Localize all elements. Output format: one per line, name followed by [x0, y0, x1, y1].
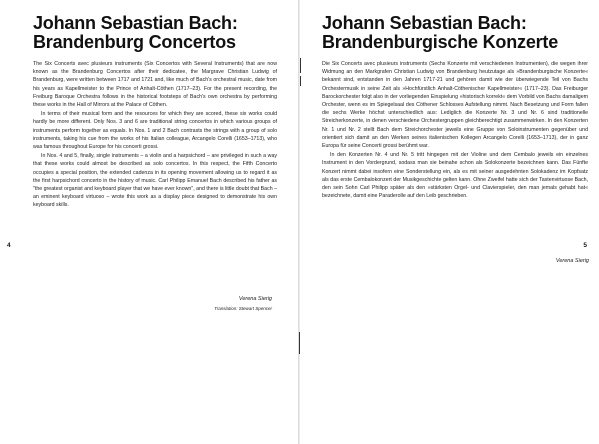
title-line-1: Johann Sebastian Bach:	[33, 13, 238, 33]
paragraph: In den Konzerten Nr. 4 und Nr. 5 tritt hingegen mit der Violine und dem Cembalo jeweils ein einzelnes Instrument in den Vordergrund, sodass man sie beinahe schon als Solokonzerte bezeichnen kann. Das Fünfte Konzert nimmt dabei insofern eine Sonderstellung ein, als es mit seiner ausgedehnten Solokadenz im Kopfsatz als das erste Cembalokonzert der Musikgeschichte gelten kann. Ohne Zweifel hatte sich der Tastenvirtuose Bach, den sein Sohn Carl Philipp später als den »stärksten Orgel- und Clavierspieler, den man jemals gehabt hat« bezeichnete, damit eine Paraderolle auf den Leib geschrieben.	[322, 152, 588, 200]
translator-credit: Translation: Stewart Spencer	[214, 306, 272, 311]
title-line-1: Johann Sebastian Bach:	[322, 13, 527, 33]
left-page	[0, 0, 299, 444]
english-body-text	[33, 60, 277, 211]
title-line-2: Brandenburgische Konzerte	[322, 32, 559, 52]
paragraph: In terms of their musical form and the resources for which they are scored, these six works could hardly be more different. Only Nos. 3 and 6 are traditional string concertos in which various groups of instruments perform together as equals. In Nos. 1 and 2 Bach contrasts the strings with a group of solo instruments, taking his cue from the works of his Italian colleague, Arcangelo Corelli (1653–1713), who was famous throughout Europe for his concerti grossi.	[33, 111, 277, 151]
page-number: 5	[583, 242, 587, 249]
page-title-german	[322, 14, 592, 52]
author-signature: Verena Sierig	[555, 258, 589, 264]
right-page	[300, 0, 599, 444]
german-body-text	[322, 60, 588, 201]
title-line-2: Brandenburg Concertos	[33, 32, 236, 52]
paragraph: The Six Concerts avec plusieurs instruments (Six Concertos with Several Instruments) that are now known as the Brandenburg Concertos after their dedicatee, the Margrave Christian Ludwig of Brandenburg, were written between 1717 and 1721 and, like much of Bach's orchestral music, date from his years as Kapellmeister to the Prince of Anhalt-Cöthen (1717–23). For the present recording, the Freiburg Baroque Orchestra follows in the historical footsteps of Bach's own orchestra by performing these works in the Hall of Mirrors at the Palace of Cöthen.	[33, 61, 277, 109]
paragraph: In Nos. 4 and 5, finally, single instruments – a violin and a harpsichord – are privileged in such a way that these works could almost be described as solo concertos. In this respect, the Fifth Concerto occupies a special position, the extended cadenza in its opening movement allowing us to regard it as the first harpsichord concerto in the history of music. Carl Philipp Emanuel Bach described his father as "the greatest organist and keyboard player that we have ever known", and there is little doubt that Bach – an eminent keyboard virtuoso – wrote this work as a display piece designed to demonstrate his own keyboard skills.	[33, 153, 277, 209]
page-number: 4	[7, 242, 11, 249]
page-title-english	[33, 14, 283, 52]
paragraph: Die Six Concerts avec plusieurs instruments (Sechs Konzerte mit verschiedenen Instrumenten), die wegen ihrer Widmung an den Markgrafen Christian Ludwig von Brandenburg heutzutage als »Brandenburgische Konzerte« bekannt sind, entstanden in den Jahren 1717-21 und gehören damit wie der überwiegende Teil von Bachs Orchestermusik in seine Zeit als »Hochfürstlich Anhalt-Cöthenischer Kapellmeister« (1717–23). Das Freiburger Barockorchester folgt also in der vorliegenden Einspielung »historisch korrekt« dem Vorbild von Bachs damaligem Orchester, wenn es im Spiegelsaal des Cöthener Schlosses Aufstellung nimmt. Nach Besetzung und Form fallen die sechs Werke höchst unterschiedlich aus: Lediglich die Konzerte Nr. 3 und Nr. 6 sind traditionelle Streicherkonzerte, in denen verschiedene Orchestergruppen gleichberechtigt zusammenwirken. In den Konzerten Nr. 1 und Nr. 2 stellt Bach dem Streichorchester jeweils eine Gruppe von Soloinstrumenten gegenüber und orientiert sich damit an den Werken seines italienischen Kollegen Arcangelo Corelli (1653–1713), der in ganz Europa für seine Concerti grossi berühmt war.	[322, 61, 588, 150]
author-signature: Verena Sierig	[238, 296, 272, 302]
